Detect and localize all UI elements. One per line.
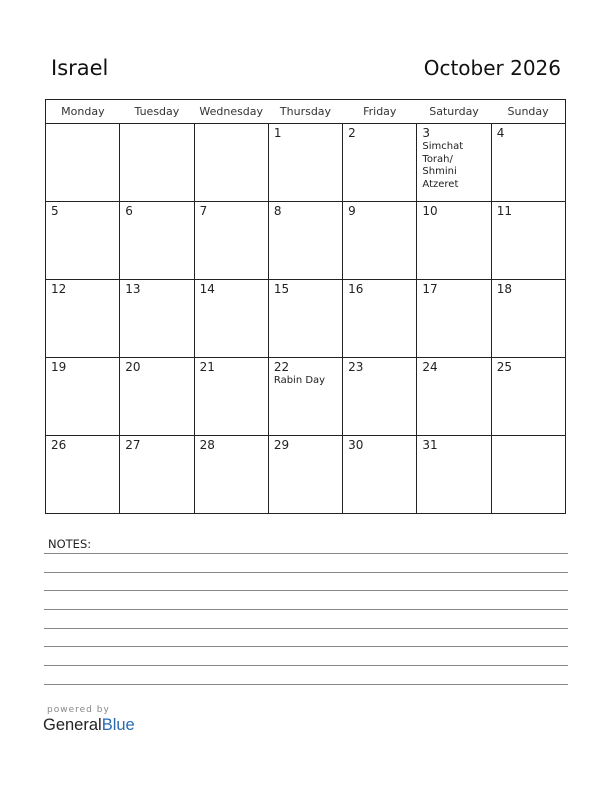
day-cell [120,436,194,514]
day-number: 25 [496,360,512,374]
holiday-label: Rabin Day [273,375,326,386]
day-cell [194,436,268,514]
weekday-header: Thursday [268,100,342,124]
day-number: 13 [125,282,141,296]
day-cell [343,202,417,280]
day-number: 10 [422,204,438,218]
notes-label: NOTES: [48,537,92,551]
day-cell [343,124,417,202]
day-cell [194,202,268,280]
day-number: 11 [496,204,512,218]
day-cell [417,358,491,436]
day-number: 4 [496,126,505,140]
day-number: 12 [51,282,67,296]
day-cell [491,124,565,202]
calendar-grid [45,99,566,514]
day-cell [194,124,268,202]
brand-blue-text: Blue [101,716,135,734]
notes-line [44,646,568,647]
day-number: 8 [273,204,282,218]
day-number: 16 [348,282,364,296]
day-number: 24 [422,360,438,374]
notes-line [44,684,568,685]
day-cell [46,436,120,514]
notes-line [44,590,568,591]
day-cell [120,202,194,280]
powered-by-text: powered by [47,705,110,715]
day-number: 15 [273,282,290,296]
day-cell [491,202,565,280]
week-row [46,358,566,436]
day-number: 22 [273,360,290,374]
day-cell [268,124,342,202]
day-cell [268,436,342,514]
notes-line [44,665,568,666]
day-cell [120,358,194,436]
day-number: 30 [348,438,364,452]
day-number: 21 [199,360,215,374]
day-number: 29 [273,438,290,452]
day-cell [491,436,565,514]
notes-line [44,572,568,573]
holiday-label: Simchat Torah/ Shmini Atzeret [422,141,464,190]
day-number: 31 [422,438,438,452]
day-number: 18 [496,282,512,296]
day-number: 5 [51,204,59,218]
notes-line [44,609,568,610]
week-row [46,202,566,280]
week-row [46,436,566,514]
day-cell [194,358,268,436]
weekday-header: Friday [343,100,417,124]
day-cell [343,436,417,514]
day-cell [268,280,342,358]
day-cell [46,358,120,436]
day-number: 1 [273,126,282,140]
month-year-title: October 2026 [423,56,561,80]
notes-line [44,553,568,554]
day-cell [417,280,491,358]
day-number: 2 [348,126,356,140]
country-title: Israel [51,56,109,80]
day-cell [491,280,565,358]
day-cell [268,358,342,436]
day-cell [417,202,491,280]
day-cell [46,124,120,202]
week-row [46,124,566,202]
weekday-header: Saturday [417,100,491,124]
day-cell [343,280,417,358]
day-cell [491,358,565,436]
day-cell [417,436,491,514]
day-number: 17 [422,282,438,296]
day-number: 9 [348,204,356,218]
day-number: 28 [199,438,215,452]
day-number: 3 [422,126,431,140]
day-cell [417,124,491,202]
week-row [46,280,566,358]
day-number: 14 [199,282,215,296]
day-number: 27 [125,438,141,452]
day-number: 23 [348,360,364,374]
day-cell [46,280,120,358]
weekday-header: Tuesday [120,100,194,124]
weekday-header: Wednesday [194,100,268,124]
weekday-header: Monday [46,100,120,124]
brand-general-text: General [43,716,102,734]
day-number: 20 [125,360,141,374]
day-number: 26 [51,438,67,452]
day-number: 6 [125,204,133,218]
weekday-header-row [46,100,566,124]
notes-line [44,628,568,629]
day-number: 19 [51,360,67,374]
generalblue-logo[interactable] [43,716,135,735]
day-cell [268,202,342,280]
weekday-header: Sunday [491,100,565,124]
day-cell [343,358,417,436]
day-cell [46,202,120,280]
day-cell [120,124,194,202]
day-cell [120,280,194,358]
day-cell [194,280,268,358]
day-number: 7 [199,204,208,218]
